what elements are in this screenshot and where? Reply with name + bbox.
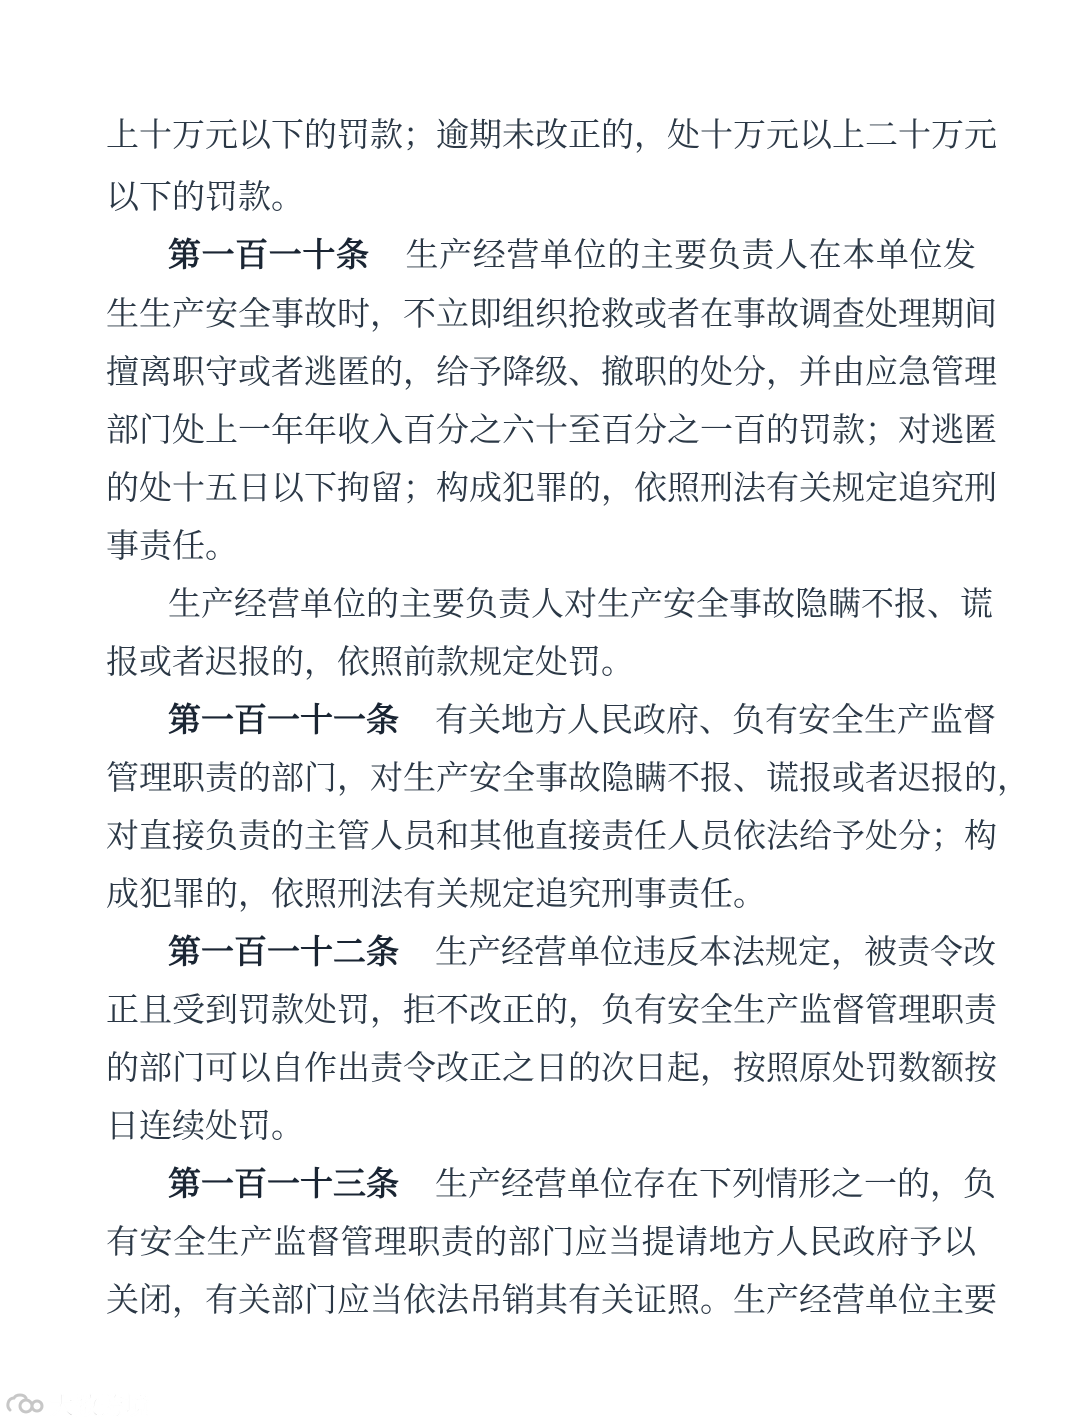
article-text: 有关地方人民政府、负有安全生产监督 [435,700,996,739]
text-line: 关闭，有关部门应当依法吊销其有关证照。生产经营单位主要 [106,1280,997,1319]
text-line: 正且受到罚款处罚，拒不改正的，负有安全生产监督管理职责 [106,990,997,1029]
text-line: 以下的罚款。 [106,177,304,216]
watermark [4,1386,150,1420]
text-line: 报或者迟报的，依照前款规定处罚。 [106,642,634,681]
text-line: 部门处上一年年收入百分之六十至百分之一百的罚款；对逃匿 [106,410,997,449]
article-text: 生产经营单位的主要负责人在本单位发 [405,235,977,274]
watermark-text: 大数跨境 [50,1391,150,1420]
text-line: 的处十五日以下拘留；构成犯罪的，依照刑法有关规定追究刑 [106,468,997,507]
article-title: 第一百一十三条 [168,1164,399,1203]
text-line: 生生产安全事故时，不立即组织抢救或者在事故调查处理期间 [106,294,997,333]
article-first-line [168,230,976,280]
article-title: 第一百一十条 [168,235,370,274]
article-text: 生产经营单位存在下列情形之一的，负 [435,1164,996,1203]
text-line: 有安全生产监督管理职责的部门应当提请地方人民政府予以 [106,1222,976,1261]
article-text: 生产经营单位违反本法规定，被责令改 [435,932,996,971]
text-line: 生产经营单位的主要负责人对生产安全事故隐瞒不报、谎 [168,584,993,623]
brand-logo-icon [4,1388,44,1418]
text-line: 日连续处罚。 [106,1106,304,1145]
article-first-line [168,1159,996,1209]
text-line: 上十万元以下的罚款；逾期未改正的，处十万元以上二十万元 [106,115,997,154]
article-first-line [168,927,996,977]
text-line: 管理职责的部门，对生产安全事故隐瞒不报、谎报或者迟报的， [106,758,1030,797]
text-line: 成犯罪的，依照刑法有关规定追究刑事责任。 [106,874,766,913]
article-first-line [168,695,996,745]
article-title: 第一百一十二条 [168,932,399,971]
article-title: 第一百一十一条 [168,700,399,739]
text-line: 事责任。 [106,526,238,565]
text-line: 的部门可以自作出责令改正之日的次日起，按照原处罚数额按 [106,1048,997,1087]
text-line: 擅离职守或者逃匿的，给予降级、撤职的处分，并由应急管理 [106,352,997,391]
text-line: 对直接负责的主管人员和其他直接责任人员依法给予处分；构 [106,816,997,855]
